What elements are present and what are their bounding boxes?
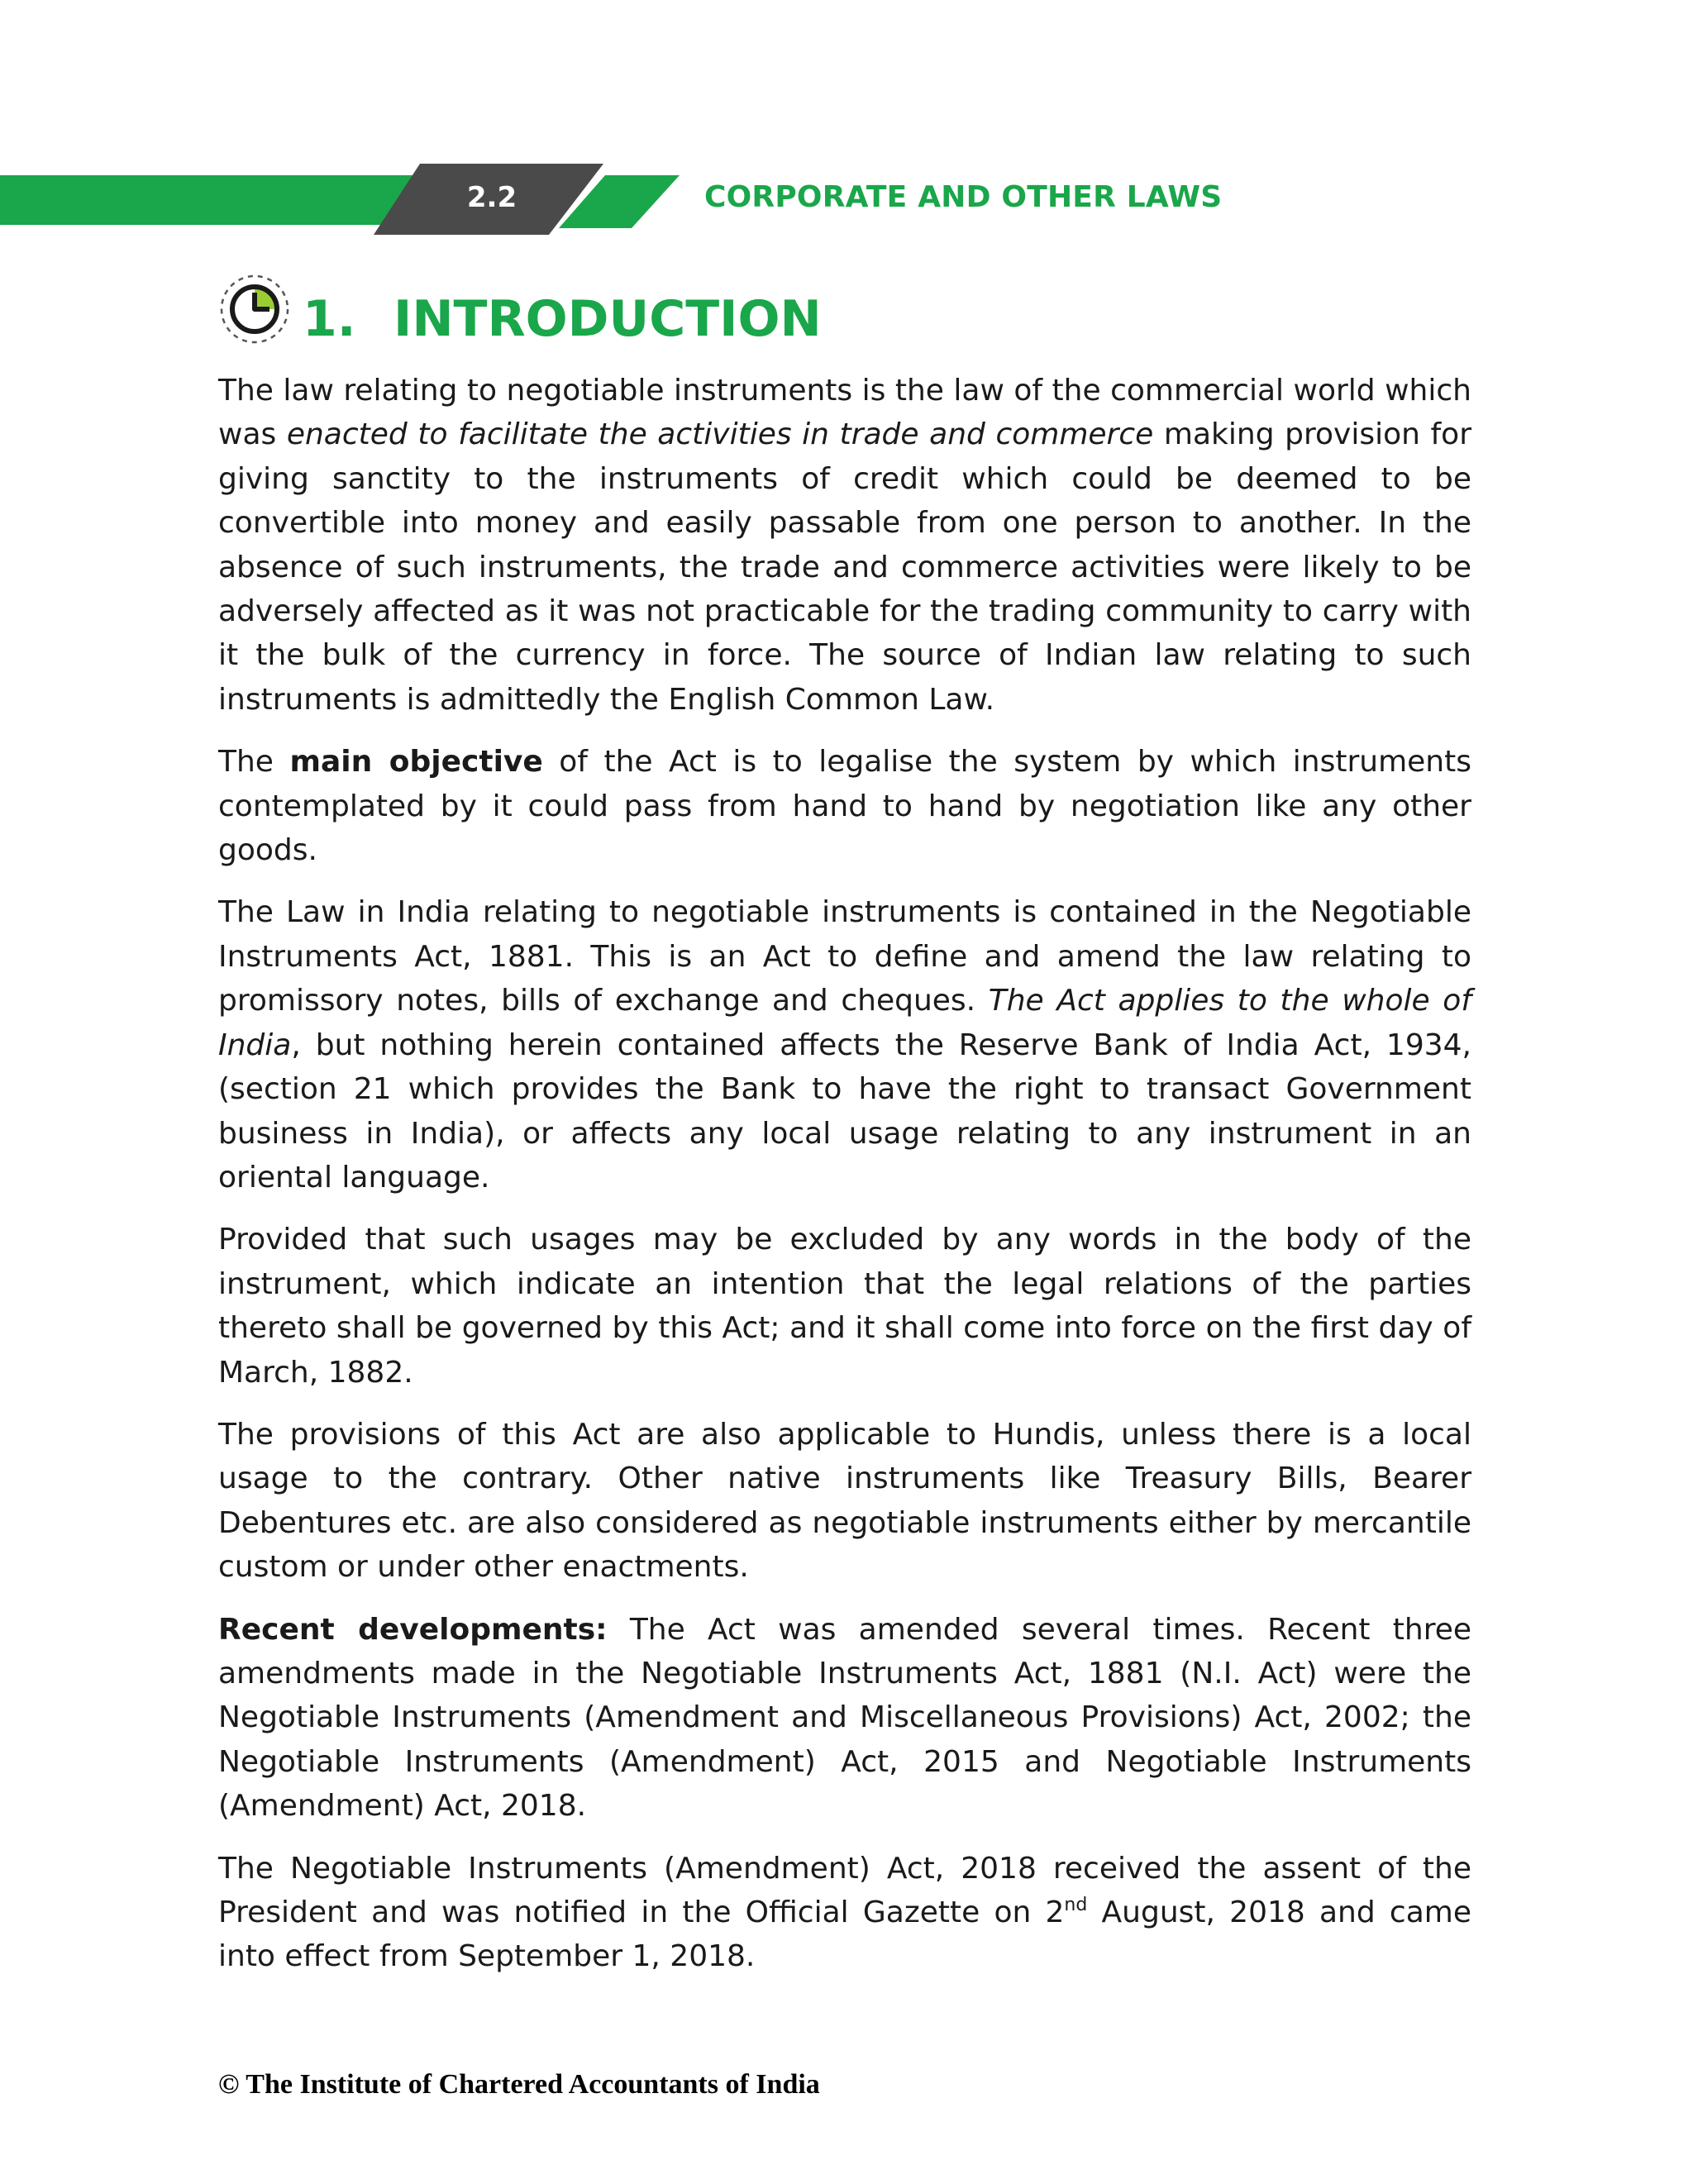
paragraph-3-emphasis: The Act applies to the whole of India: [218, 984, 1471, 1062]
running-title: CORPORATE AND OTHER LAWS: [704, 180, 1223, 214]
ordinal-superscript: nd: [1064, 1895, 1088, 1915]
paragraph-5: The provisions of this Act are also applicable to Hundis, unless there is a local usage to the contrary. Other native instruments like Treasury Bills, Bearer Debentures etc. are also considered as negotiable instruments either by mercantile custom or under other enactments.: [218, 1417, 1471, 1585]
paragraph-6: [218, 1608, 1471, 1829]
paragraph-3: [218, 890, 1471, 1199]
paragraph-1-emphasis: enacted to facilitate the activities in trade and commerce: [286, 417, 1154, 452]
page-number: 2.2: [466, 181, 517, 214]
section-title: INTRODUCTION: [393, 290, 822, 348]
paragraph-2-text-c: of the Act is to legalise the system by which instruments contemplated by it could pass from hand to hand by negotiation like any other goods.: [218, 745, 1471, 868]
paragraph-6-bold: Recent developments:: [218, 1612, 608, 1647]
footer-copyright: © The Institute of Chartered Accountants of India: [218, 2069, 820, 2100]
paragraph-1: [218, 369, 1471, 722]
paragraph-7-text-b: August, 2018 and came into effect from September 1, 2018.: [218, 1896, 1472, 1974]
paragraph-7: [218, 1847, 1471, 1979]
paragraph-2-text-a: The: [218, 745, 290, 780]
paragraph-1-text-a: The law relating to negotiable instruments is the law of the commercial world which was: [218, 374, 1471, 452]
body-content: [218, 369, 1471, 1997]
section-number: 1.: [303, 290, 356, 348]
paragraph-6-text-b: The Act was amended several times. Recent three amendments made in the Negotiable Instruments Act, 1881 (N.I. Act) were the Negotiable Instruments (Amendment and Miscellaneous Provisions) Act, 2002; the Negotiable Instruments (Amendment) Act, 2015 and Negotiable Instruments (Amendment) Act, 2018.: [218, 1612, 1472, 1824]
paragraph-2-bold: main objective: [289, 745, 543, 780]
paragraph-4: Provided that such usages may be excluded by any words in the body of the instrument, which indicate an intention that the legal relations of the parties thereto shall be governed by this Act; and it shall come into force on the first day of March, 1882.: [218, 1223, 1471, 1390]
section-heading: [303, 286, 822, 352]
paragraph-1-text-c: making provision for giving sanctity to the instruments of credit which could be deemed to be convertible into money and easily passable from one person to another. In the absence of such instruments, the trade and commerce activities were likely to be adversely affected as it was not practicable for the trading community to carry with it the bulk of the currency in force. The source of Indian law relating to such instruments is admittedly the English Common Law.: [218, 417, 1472, 717]
paragraph-7-text-a: The Negotiable Instruments (Amendment) Act, 2018 received the assent of the President and was notified in the Official Gazette on 2: [218, 1851, 1471, 1929]
clock-chart-icon: [217, 273, 291, 347]
header-band: [0, 0, 1693, 240]
paragraph-2: [218, 740, 1471, 872]
paragraph-3-text-a: The Law in India relating to negotiable instruments is contained in the Negotiable Instruments Act, 1881. This is an Act to define and amend the law relating to promissory notes, bills of exchange and cheques.: [218, 895, 1471, 1018]
paragraph-3-text-c: , but nothing herein contained affects the Reserve Bank of India Act, 1934, (section 21 which provides the Bank to have the right to transact Government business in India), or affects any local usage relating to any instrument in an oriental language.: [218, 1028, 1471, 1195]
